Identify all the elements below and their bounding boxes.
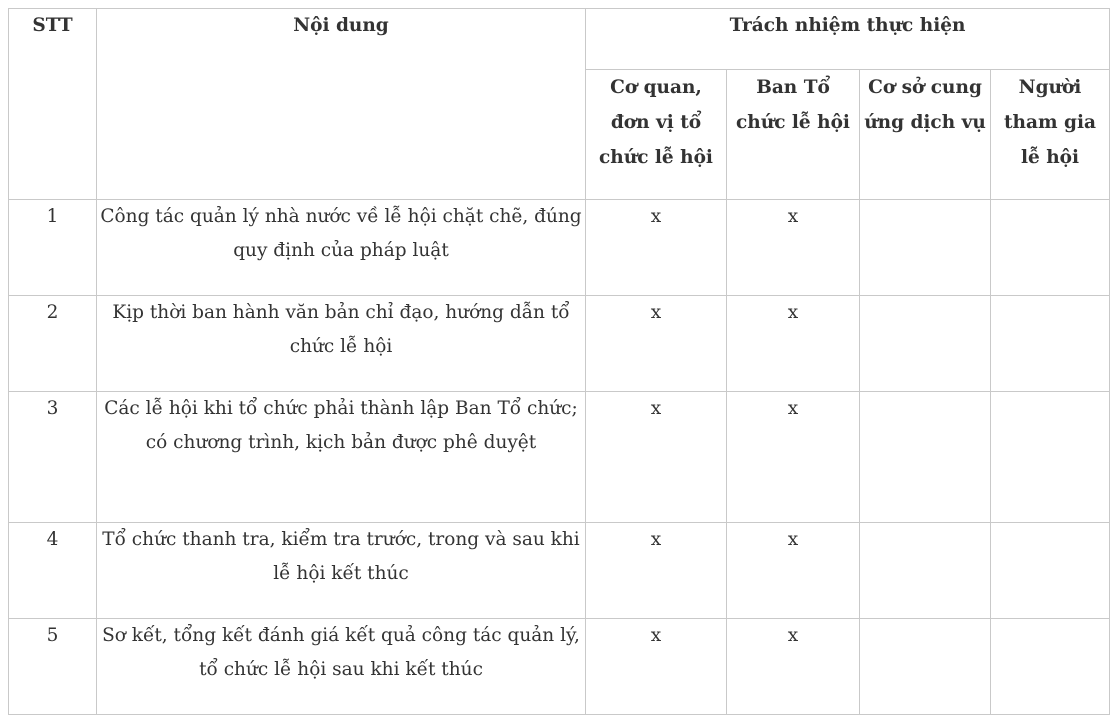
cell-stt: 5	[9, 619, 97, 715]
cell-service-providers	[860, 296, 991, 392]
header-responsibility: Trách nhiệm thực hiện	[586, 9, 1110, 70]
header-service-providers: Cơ sở cung ứng dịch vụ	[860, 70, 991, 200]
header-organizing-agency: Cơ quan, đơn vị tổ chức lễ hội	[586, 70, 727, 200]
cell-organizing-agency: x	[586, 619, 727, 715]
cell-service-providers	[860, 619, 991, 715]
cell-content: Sơ kết, tổng kết đánh giá kết quả công tác quản lý, tổ chức lễ hội sau khi kết thúc	[97, 619, 586, 715]
cell-participants	[991, 200, 1110, 296]
cell-participants	[991, 296, 1110, 392]
cell-organizing-agency: x	[586, 296, 727, 392]
cell-organizing-agency: x	[586, 200, 727, 296]
cell-content: Công tác quản lý nhà nước về lễ hội chặt chẽ, đúng quy định của pháp luật	[97, 200, 586, 296]
responsibility-table	[8, 8, 1110, 715]
cell-organizing-agency: x	[586, 523, 727, 619]
cell-participants	[991, 392, 1110, 523]
header-content: Nội dung	[97, 9, 586, 200]
cell-organizing-committee: x	[727, 523, 860, 619]
table-row	[9, 200, 1110, 296]
cell-stt: 1	[9, 200, 97, 296]
table-row	[9, 296, 1110, 392]
cell-participants	[991, 619, 1110, 715]
cell-service-providers	[860, 523, 991, 619]
header-stt: STT	[9, 9, 97, 200]
table-row	[9, 523, 1110, 619]
cell-organizing-agency: x	[586, 392, 727, 523]
header-row-top	[9, 9, 1110, 70]
cell-organizing-committee: x	[727, 200, 860, 296]
cell-service-providers	[860, 392, 991, 523]
table-row	[9, 619, 1110, 715]
cell-organizing-committee: x	[727, 296, 860, 392]
table-row	[9, 392, 1110, 523]
cell-stt: 3	[9, 392, 97, 523]
cell-organizing-committee: x	[727, 392, 860, 523]
header-organizing-committee: Ban Tổ chức lễ hội	[727, 70, 860, 200]
cell-content: Các lễ hội khi tổ chức phải thành lập Ban Tổ chức; có chương trình, kịch bản được phê duyệt	[97, 392, 586, 523]
cell-participants	[991, 523, 1110, 619]
cell-content: Tổ chức thanh tra, kiểm tra trước, trong và sau khi lễ hội kết thúc	[97, 523, 586, 619]
header-participants: Người tham gia lễ hội	[991, 70, 1110, 200]
cell-content: Kịp thời ban hành văn bản chỉ đạo, hướng dẫn tổ chức lễ hội	[97, 296, 586, 392]
cell-stt: 2	[9, 296, 97, 392]
cell-service-providers	[860, 200, 991, 296]
cell-stt: 4	[9, 523, 97, 619]
cell-organizing-committee: x	[727, 619, 860, 715]
